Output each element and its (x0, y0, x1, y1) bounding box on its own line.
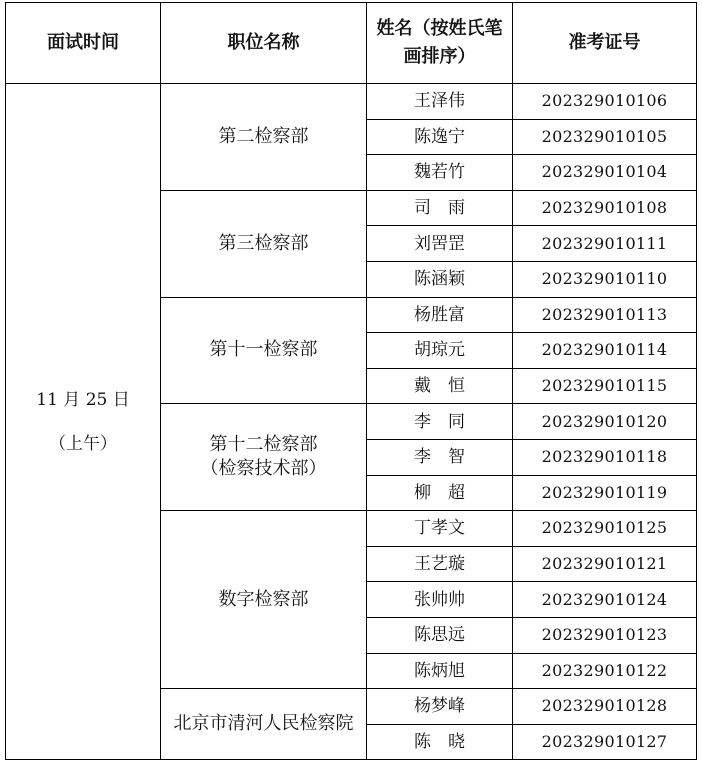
candidate-name: 陈逸宁 (367, 119, 513, 155)
admission-ticket-number: 202329010114 (513, 333, 697, 369)
position-cell (161, 84, 367, 191)
candidate-name: 杨梦峰 (367, 689, 513, 725)
position-name: 第十一检察部 (209, 339, 318, 361)
candidate-name: 魏若竹 (367, 155, 513, 191)
candidate-name: 刘罟罡 (367, 226, 513, 262)
position-cell (161, 190, 367, 297)
admission-ticket-number: 202329010118 (513, 439, 697, 475)
candidate-name: 柳 超 (367, 475, 513, 511)
admission-ticket-number: 202329010106 (513, 84, 697, 120)
candidate-name: 李 智 (367, 439, 513, 475)
admission-ticket-number: 202329010104 (513, 155, 697, 191)
header-interview-time: 面试时间 (6, 3, 161, 84)
admission-ticket-number: 202329010115 (513, 368, 697, 404)
candidate-name: 丁孝文 (367, 511, 513, 547)
position-name: 数字检察部 (218, 588, 309, 610)
admission-ticket-number: 202329010105 (513, 119, 697, 155)
interview-time-cell (6, 84, 161, 760)
candidate-name: 杨胜富 (367, 297, 513, 333)
candidate-name: 司 雨 (367, 190, 513, 226)
candidate-name: 陈思远 (367, 617, 513, 653)
candidate-name: 李 同 (367, 404, 513, 440)
admission-ticket-number: 202329010127 (513, 724, 697, 760)
admission-ticket-number: 202329010120 (513, 404, 697, 440)
admission-ticket-number: 202329010125 (513, 511, 697, 547)
spacer (6, 411, 160, 433)
header-row (6, 3, 697, 84)
position-cell (161, 404, 367, 511)
position-cell (161, 689, 367, 760)
admission-ticket-number: 202329010128 (513, 689, 697, 725)
header-admission-ticket: 准考证号 (513, 3, 697, 84)
interview-date: 11 月 25 日 (36, 389, 130, 410)
table-row (6, 84, 697, 120)
table-body (6, 84, 697, 760)
position-name: 北京市清河人民检察院 (173, 713, 354, 735)
candidate-name: 胡琼元 (367, 333, 513, 369)
interview-period: （上午） (49, 433, 117, 454)
admission-ticket-number: 202329010108 (513, 190, 697, 226)
position-name: （检察技术部） (200, 458, 327, 480)
admission-ticket-number: 202329010111 (513, 226, 697, 262)
candidate-name: 陈炳旭 (367, 653, 513, 689)
header-candidate-name: 姓名（按姓氏笔画排序） (367, 3, 513, 84)
admission-ticket-number: 202329010123 (513, 617, 697, 653)
candidate-name: 张帅帅 (367, 582, 513, 618)
header-position-name: 职位名称 (161, 3, 367, 84)
position-name: 第二检察部 (218, 125, 309, 147)
admission-ticket-number: 202329010124 (513, 582, 697, 618)
position-name: 第十二检察部 (209, 434, 318, 456)
position-cell (161, 297, 367, 404)
admission-ticket-number: 202329010113 (513, 297, 697, 333)
position-name: 第三检察部 (218, 232, 309, 254)
candidate-name: 陈 晓 (367, 724, 513, 760)
candidate-name: 戴 恒 (367, 368, 513, 404)
admission-ticket-number: 202329010122 (513, 653, 697, 689)
admission-ticket-number: 202329010110 (513, 261, 697, 297)
candidate-name: 陈涵颖 (367, 261, 513, 297)
position-cell (161, 511, 367, 689)
admission-ticket-number: 202329010119 (513, 475, 697, 511)
interview-schedule-table (5, 2, 697, 760)
admission-ticket-number: 202329010121 (513, 546, 697, 582)
candidate-name: 王艺璇 (367, 546, 513, 582)
candidate-name: 王泽伟 (367, 84, 513, 120)
